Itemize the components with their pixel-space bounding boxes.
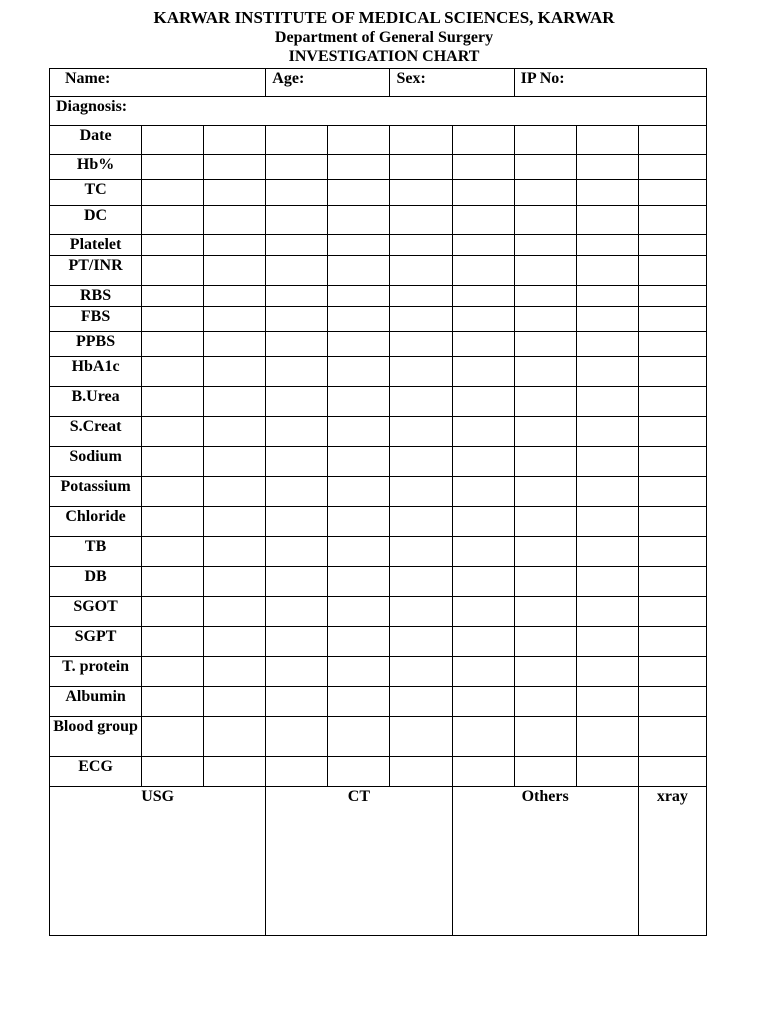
result-cell[interactable] [204,206,266,235]
investigation-label: Date [50,126,142,155]
result-cell[interactable] [576,256,638,286]
result-cell[interactable] [390,180,452,206]
result-cell[interactable] [638,507,706,537]
investigation-row [50,155,707,180]
result-cell[interactable] [638,332,706,357]
investigation-row [50,627,707,657]
result-cell[interactable] [328,657,390,687]
result-cell[interactable] [452,126,514,155]
investigation-row [50,235,707,256]
result-cell[interactable] [638,717,706,757]
investigation-label: TB [50,537,142,567]
result-cell[interactable] [514,256,576,286]
investigation-row [50,447,707,477]
result-cell[interactable] [204,717,266,757]
investigation-row [50,567,707,597]
result-cell[interactable] [452,657,514,687]
result-cell[interactable] [204,387,266,417]
result-cell[interactable] [452,180,514,206]
result-cell[interactable] [638,286,706,307]
investigation-row [50,537,707,567]
result-cell[interactable] [142,307,204,332]
result-cell[interactable] [390,256,452,286]
result-cell[interactable] [390,206,452,235]
chart-header [0,8,768,66]
result-cell[interactable] [452,687,514,717]
result-cell[interactable] [266,126,328,155]
investigation-label: Chloride [50,507,142,537]
result-cell[interactable] [142,757,204,787]
result-cell[interactable] [142,256,204,286]
result-cell[interactable] [266,597,328,627]
result-cell[interactable] [452,717,514,757]
sex-field[interactable]: Sex: [390,69,514,97]
investigation-label: SGPT [50,627,142,657]
result-cell[interactable] [576,155,638,180]
diagnosis-row [50,97,707,126]
result-cell[interactable] [390,387,452,417]
result-cell[interactable] [514,507,576,537]
result-cell[interactable] [204,155,266,180]
result-cell[interactable] [142,687,204,717]
investigation-label: Platelet [50,235,142,256]
result-cell[interactable] [266,256,328,286]
result-cell[interactable] [390,537,452,567]
investigation-row [50,597,707,627]
usg-section[interactable]: USG [50,787,266,936]
result-cell[interactable] [142,387,204,417]
investigation-row [50,757,707,787]
result-cell[interactable] [142,537,204,567]
result-cell[interactable] [390,627,452,657]
result-cell[interactable] [638,387,706,417]
result-cell[interactable] [142,447,204,477]
result-cell[interactable] [452,235,514,256]
result-cell[interactable] [142,206,204,235]
result-cell[interactable] [204,235,266,256]
result-cell[interactable] [142,507,204,537]
result-cell[interactable] [142,155,204,180]
result-cell[interactable] [514,447,576,477]
result-cell[interactable] [576,126,638,155]
result-cell[interactable] [266,155,328,180]
result-cell[interactable] [452,307,514,332]
investigation-label: Blood group [50,717,142,757]
investigation-label: ECG [50,757,142,787]
result-cell[interactable] [514,417,576,447]
result-cell[interactable] [514,537,576,567]
result-cell[interactable] [452,537,514,567]
result-cell[interactable] [266,687,328,717]
investigation-label: Sodium [50,447,142,477]
result-cell[interactable] [638,567,706,597]
xray-section[interactable]: xray [638,787,706,936]
result-cell[interactable] [390,332,452,357]
result-cell[interactable] [328,687,390,717]
result-cell[interactable] [204,447,266,477]
investigation-row [50,387,707,417]
result-cell[interactable] [576,286,638,307]
result-cell[interactable] [328,126,390,155]
result-cell[interactable] [576,717,638,757]
result-cell[interactable] [638,477,706,507]
result-cell[interactable] [328,256,390,286]
name-field[interactable]: Name: [50,69,266,97]
result-cell[interactable] [576,417,638,447]
result-cell[interactable] [638,256,706,286]
result-cell[interactable] [266,180,328,206]
result-cell[interactable] [328,627,390,657]
result-cell[interactable] [328,387,390,417]
result-cell[interactable] [142,717,204,757]
others-section[interactable]: Others [452,787,638,936]
result-cell[interactable] [266,286,328,307]
investigation-label: SGOT [50,597,142,627]
investigation-row [50,307,707,332]
result-cell[interactable] [514,180,576,206]
result-cell[interactable] [514,687,576,717]
investigation-label: S.Creat [50,417,142,447]
result-cell[interactable] [328,567,390,597]
investigation-row [50,332,707,357]
result-cell[interactable] [514,717,576,757]
result-cell[interactable] [638,447,706,477]
result-cell[interactable] [328,537,390,567]
result-cell[interactable] [514,357,576,387]
result-cell[interactable] [328,757,390,787]
result-cell[interactable] [452,567,514,597]
investigation-label: FBS [50,307,142,332]
result-cell[interactable] [204,286,266,307]
result-cell[interactable] [638,357,706,387]
result-cell[interactable] [576,477,638,507]
result-cell[interactable] [514,757,576,787]
result-cell[interactable] [142,126,204,155]
investigation-label: T. protein [50,657,142,687]
result-cell[interactable] [204,256,266,286]
result-cell[interactable] [576,447,638,477]
result-cell[interactable] [328,597,390,627]
result-cell[interactable] [514,307,576,332]
result-cell[interactable] [142,627,204,657]
investigation-row [50,286,707,307]
result-cell[interactable] [390,717,452,757]
result-cell[interactable] [452,597,514,627]
result-cell[interactable] [638,206,706,235]
result-cell[interactable] [576,307,638,332]
result-cell[interactable] [328,447,390,477]
result-cell[interactable] [266,387,328,417]
result-cell[interactable] [452,447,514,477]
result-cell[interactable] [142,357,204,387]
investigation-label: Potassium [50,477,142,507]
result-cell[interactable] [390,567,452,597]
result-cell[interactable] [204,180,266,206]
result-cell[interactable] [452,507,514,537]
result-cell[interactable] [452,286,514,307]
result-cell[interactable] [390,757,452,787]
result-cell[interactable] [204,757,266,787]
result-cell[interactable] [204,687,266,717]
result-cell[interactable] [204,657,266,687]
result-cell[interactable] [266,507,328,537]
result-cell[interactable] [390,687,452,717]
investigation-row [50,256,707,286]
result-cell[interactable] [576,567,638,597]
result-cell[interactable] [204,567,266,597]
result-cell[interactable] [142,332,204,357]
result-cell[interactable] [390,286,452,307]
result-cell[interactable] [638,126,706,155]
result-cell[interactable] [266,332,328,357]
investigation-label: Albumin [50,687,142,717]
result-cell[interactable] [576,180,638,206]
result-cell[interactable] [266,357,328,387]
diagnosis-field[interactable]: Diagnosis: [50,97,707,126]
result-cell[interactable] [514,155,576,180]
result-cell[interactable] [328,332,390,357]
investigation-label: RBS [50,286,142,307]
result-cell[interactable] [328,717,390,757]
age-field[interactable]: Age: [266,69,390,97]
ct-section[interactable]: CT [266,787,452,936]
investigation-label: PPBS [50,332,142,357]
result-cell[interactable] [142,235,204,256]
result-cell[interactable] [142,477,204,507]
result-cell[interactable] [328,307,390,332]
result-cell[interactable] [328,180,390,206]
result-cell[interactable] [638,155,706,180]
result-cell[interactable] [514,597,576,627]
result-cell[interactable] [390,417,452,447]
investigation-row [50,417,707,447]
result-cell[interactable] [514,206,576,235]
investigation-row [50,717,707,757]
result-cell[interactable] [328,507,390,537]
result-cell[interactable] [576,627,638,657]
result-cell[interactable] [204,627,266,657]
result-cell[interactable] [576,657,638,687]
result-cell[interactable] [266,717,328,757]
result-cell[interactable] [390,477,452,507]
result-cell[interactable] [266,235,328,256]
ip-number-field[interactable]: IP No: [514,69,706,97]
result-cell[interactable] [266,657,328,687]
result-cell[interactable] [266,447,328,477]
result-cell[interactable] [452,256,514,286]
result-cell[interactable] [328,206,390,235]
result-cell[interactable] [328,286,390,307]
result-cell[interactable] [266,307,328,332]
investigation-row [50,477,707,507]
result-cell[interactable] [266,567,328,597]
result-cell[interactable] [514,332,576,357]
result-cell[interactable] [576,332,638,357]
investigation-label: B.Urea [50,387,142,417]
result-cell[interactable] [576,757,638,787]
institute-name: KARWAR INSTITUTE OF MEDICAL SCIENCES, KARWAR [153,8,615,27]
result-cell[interactable] [328,477,390,507]
result-cell[interactable] [514,286,576,307]
result-cell[interactable] [142,597,204,627]
result-cell[interactable] [390,657,452,687]
result-cell[interactable] [390,155,452,180]
investigation-table [49,68,707,936]
investigation-row [50,126,707,155]
investigation-label: DB [50,567,142,597]
investigation-row [50,357,707,387]
investigation-label: HbA1c [50,357,142,387]
result-cell[interactable] [452,417,514,447]
imaging-row [50,787,707,936]
result-cell[interactable] [576,537,638,567]
chart-title: INVESTIGATION CHART [288,48,480,65]
result-cell[interactable] [204,537,266,567]
result-cell[interactable] [638,757,706,787]
patient-info-row [50,69,707,97]
result-cell[interactable] [328,155,390,180]
result-cell[interactable] [638,657,706,687]
result-cell[interactable] [142,180,204,206]
result-cell[interactable] [204,417,266,447]
investigation-row [50,507,707,537]
investigation-row [50,657,707,687]
result-cell[interactable] [514,387,576,417]
result-cell[interactable] [576,687,638,717]
result-cell[interactable] [204,357,266,387]
result-cell[interactable] [266,627,328,657]
result-cell[interactable] [638,627,706,657]
result-cell[interactable] [390,507,452,537]
result-cell[interactable] [390,357,452,387]
result-cell[interactable] [204,597,266,627]
result-cell[interactable] [576,357,638,387]
result-cell[interactable] [390,447,452,477]
result-cell[interactable] [576,235,638,256]
result-cell[interactable] [266,757,328,787]
investigation-label: PT/INR [50,256,142,286]
result-cell[interactable] [142,567,204,597]
result-cell[interactable] [452,627,514,657]
result-cell[interactable] [638,537,706,567]
result-cell[interactable] [328,357,390,387]
result-cell[interactable] [576,507,638,537]
result-cell[interactable] [638,417,706,447]
result-cell[interactable] [452,477,514,507]
result-cell[interactable] [204,332,266,357]
result-cell[interactable] [638,597,706,627]
result-cell[interactable] [452,206,514,235]
result-cell[interactable] [266,537,328,567]
result-cell[interactable] [576,597,638,627]
investigation-label: Hb% [50,155,142,180]
result-cell[interactable] [638,180,706,206]
investigation-row [50,687,707,717]
result-cell[interactable] [142,417,204,447]
result-cell[interactable] [328,417,390,447]
result-cell[interactable] [142,657,204,687]
result-cell[interactable] [452,357,514,387]
result-cell[interactable] [266,417,328,447]
result-cell[interactable] [142,286,204,307]
result-cell[interactable] [576,206,638,235]
result-cell[interactable] [514,627,576,657]
result-cell[interactable] [390,307,452,332]
result-cell[interactable] [266,206,328,235]
result-cell[interactable] [204,307,266,332]
result-cell[interactable] [266,477,328,507]
department-name: Department of General Surgery [274,29,494,46]
result-cell[interactable] [452,757,514,787]
result-cell[interactable] [328,235,390,256]
investigation-label: TC [50,180,142,206]
result-cell[interactable] [390,597,452,627]
result-cell[interactable] [576,387,638,417]
result-cell[interactable] [452,155,514,180]
investigation-row [50,206,707,235]
result-cell[interactable] [638,307,706,332]
result-cell[interactable] [390,235,452,256]
result-cell[interactable] [204,126,266,155]
result-cell[interactable] [638,235,706,256]
result-cell[interactable] [452,387,514,417]
result-cell[interactable] [390,126,452,155]
investigation-label: DC [50,206,142,235]
result-cell[interactable] [514,126,576,155]
result-cell[interactable] [514,657,576,687]
result-cell[interactable] [514,235,576,256]
result-cell[interactable] [452,332,514,357]
result-cell[interactable] [204,507,266,537]
result-cell[interactable] [204,477,266,507]
result-cell[interactable] [514,477,576,507]
investigation-row [50,180,707,206]
result-cell[interactable] [514,567,576,597]
result-cell[interactable] [638,687,706,717]
